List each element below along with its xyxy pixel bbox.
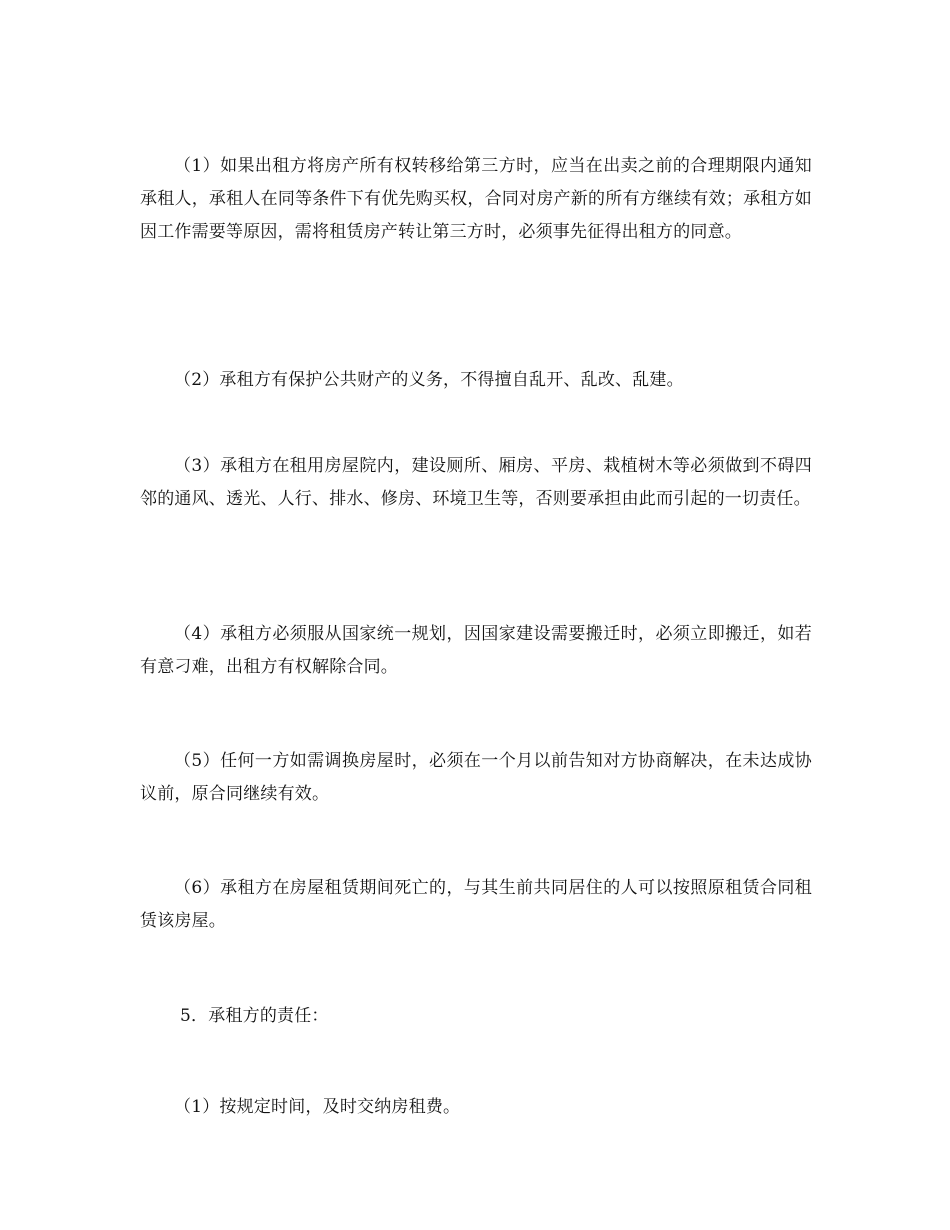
paragraph-clause-2: （2）承租方有保护公共财产的义务，不得擅自乱开、乱改、乱建。 [174,370,684,390]
paragraph-clause-6: （6）承租方在房屋租赁期间死亡的，与其生前共同居住的人可以按照原租赁合同租赁该房屋。 [140,878,812,931]
paragraph-clause-4: （4）承租方必须服从国家统一规划，因国家建设需要搬迁时，必须立即搬迁，如若有意刁难，出租方有权解除合同。 [140,624,812,677]
paragraph-clause-3: （3）承租方在租用房屋院内，建设厕所、厢房、平房、栽植树木等必须做到不碍四邻的通风、透光、人行、排水、修房、环境卫生等，否则要承担由此而引起的一切责任。 [140,456,812,509]
section-heading-tenant-responsibilities: 5．承租方的责任： [180,1006,329,1026]
paragraph-responsibility-1: （1）按规定时间，及时交纳房租费。 [174,1097,461,1117]
paragraph-clause-1: （1）如果出租方将房产所有权转移给第三方时，应当在出卖之前的合理期限内通知承租人，承租人在同等条件下有优先购买权，合同对房产新的所有方继续有效；承租方如因工作需要等原因，需将租赁房产转让第三方时，必须事先征得出租方的同意。 [140,156,812,242]
paragraph-clause-5: （5）任何一方如需调换房屋时，必须在一个月以前告知对方协商解决，在未达成协议前，原合同继续有效。 [140,751,812,804]
